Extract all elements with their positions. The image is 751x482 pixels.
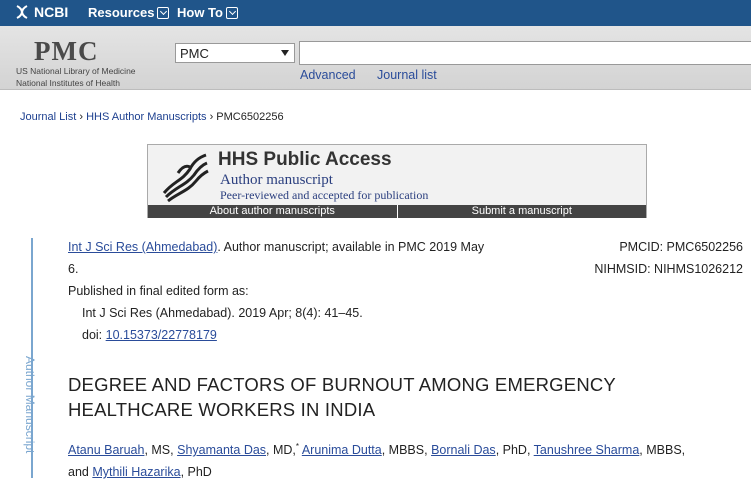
hhs-peer-reviewed: Peer-reviewed and accepted for publication [220, 188, 429, 202]
pmcid: PMCID: PMC6502256 [619, 240, 743, 254]
hhs-eagle-logo-icon [160, 151, 210, 203]
final-citation: Int J Sci Res (Ahmedabad). 2019 Apr; 8(4): 41–45. [82, 306, 363, 320]
author-link[interactable]: Bornali Das [431, 443, 496, 458]
nlm-label: US National Library of Medicine [16, 66, 136, 76]
ncbi-top-bar [0, 0, 751, 26]
author-manuscript-side-label: Author Manuscript [23, 356, 37, 454]
author-list [68, 436, 748, 482]
breadcrumb-hhs-manuscripts[interactable]: HHS Author Manuscripts [86, 111, 207, 123]
breadcrumb-journal-list[interactable]: Journal List [20, 111, 77, 123]
author-link[interactable]: Tanushree Sharma [533, 443, 640, 458]
advanced-search-link[interactable]: Advanced [300, 68, 356, 82]
article-title-line-2: HEALTHCARE WORKERS IN INDIA [68, 399, 376, 420]
ncbi-logo[interactable] [14, 4, 68, 20]
breadcrumb [20, 111, 284, 123]
author-link[interactable]: Atanu Baruah [68, 443, 145, 458]
article-title [68, 372, 708, 422]
chevron-down-icon [226, 7, 238, 19]
corresponding-author-mark: * [295, 442, 300, 451]
citation-availability: . Author manuscript; available in PMC 2019 May [217, 240, 485, 254]
hhs-link-bar [148, 205, 646, 218]
hhs-public-access-banner [147, 144, 647, 218]
author-degree: , MS, [144, 443, 178, 458]
author-degree: , PhD, [495, 443, 534, 458]
author-degree: , MBBS, [639, 443, 686, 458]
doi-line [82, 328, 217, 342]
pmc-logo[interactable]: PMC [34, 36, 99, 66]
ncbi-helix-icon [14, 4, 30, 20]
doi-link[interactable]: 10.15373/22778179 [105, 328, 217, 342]
breadcrumb-current: PMC6502256 [216, 111, 284, 123]
author-degree: , MD, [266, 443, 296, 458]
nihmsid: NIHMSID: NIHMS1026212 [594, 262, 743, 276]
author-link[interactable]: Mythili Hazarika [92, 465, 181, 480]
author-degree: , MBBS, [381, 443, 432, 458]
ncbi-brand: NCBI [34, 4, 69, 20]
journal-link[interactable]: Int J Sci Res (Ahmedabad) [68, 240, 218, 254]
database-select[interactable] [175, 43, 295, 63]
submit-manuscript-link[interactable]: Submit a manuscript [397, 205, 647, 218]
journal-list-link[interactable]: Journal list [377, 68, 437, 82]
nih-label: National Institutes of Health [16, 78, 120, 88]
author-degree: , PhD [180, 465, 212, 480]
hhs-subtitle: Author manuscript [220, 172, 333, 188]
breadcrumb-separator: › [79, 111, 87, 123]
breadcrumb-separator: › [209, 111, 217, 123]
author-conjunction: and [68, 465, 93, 480]
about-manuscripts-link[interactable]: About author manuscripts [209, 205, 335, 217]
author-line-2 [68, 461, 748, 482]
doi-label: doi: [82, 328, 106, 342]
pmc-header [0, 26, 751, 90]
chevron-down-icon [157, 7, 169, 19]
resources-menu[interactable] [88, 5, 169, 20]
howto-menu[interactable] [177, 5, 238, 20]
citation-date-continued: 6. [68, 262, 79, 276]
author-link[interactable]: Arunima Dutta [301, 443, 382, 458]
howto-label: How To [177, 5, 223, 20]
database-select-value: PMC [180, 46, 209, 61]
author-link[interactable]: Shyamanta Das [177, 443, 267, 458]
article-title-line-1: DEGREE AND FACTORS OF BURNOUT AMONG EMERGENCY [68, 374, 616, 395]
resources-label: Resources [88, 5, 155, 20]
author-line-1 [68, 436, 748, 461]
published-label: Published in final edited form as: [68, 284, 249, 298]
citation-line [68, 240, 484, 254]
search-input[interactable] [299, 41, 751, 65]
hhs-title: HHS Public Access [218, 149, 392, 170]
dropdown-arrow-icon [281, 50, 289, 56]
